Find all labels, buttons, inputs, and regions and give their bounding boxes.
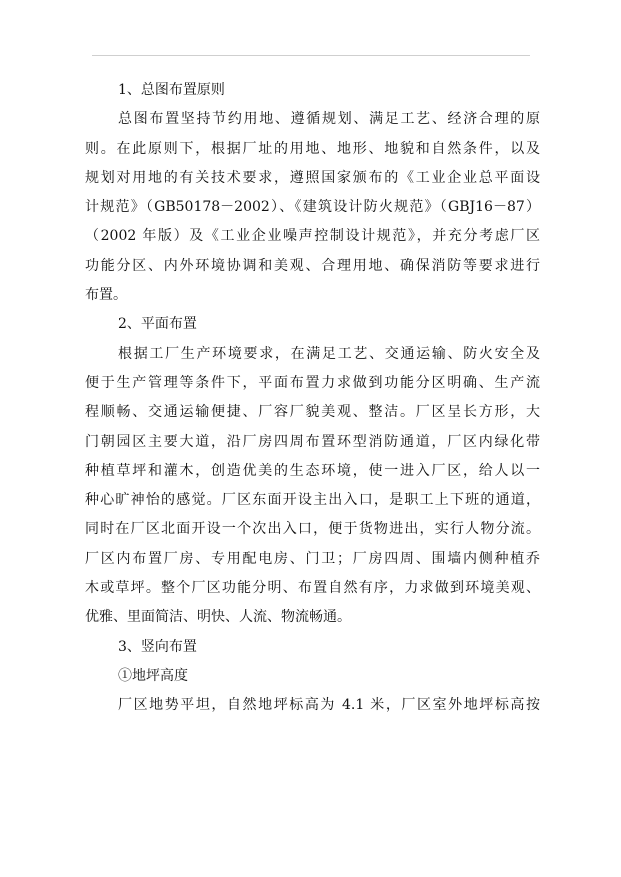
section-heading-3: 3、竖向布置	[118, 638, 197, 655]
paragraph-line: 则。在此原则下，根据厂址的用地、地形、地貌和自然条件，以及	[85, 140, 540, 157]
paragraph-line: （2002 年版）及《工业企业噪声控制设计规范》，并充分考虑厂区	[85, 228, 540, 245]
subsection-heading: ①地坪高度	[118, 667, 188, 684]
paragraph-line: 总图布置坚持节约用地、遵循规划、满足工艺、经济合理的原	[118, 111, 540, 128]
paragraph-line: 根据工厂生产环境要求，在满足工艺、交通运输、防火安全及	[118, 345, 540, 362]
paragraph-line: 门朝园区主要大道，沿厂房四周布置环型消防通道，厂区内绿化带	[85, 433, 540, 450]
paragraph-line: 厂区地势平坦，自然地坪标高为 4.1 米，厂区室外地坪标高按	[118, 697, 540, 714]
paragraph-line: 程顺畅、交通运输便捷、厂容厂貌美观、整洁。厂区呈长方形，大	[85, 404, 540, 421]
paragraph-line: 种心旷神怡的感觉。厂区东面开设主出入口，是职工上下班的通道，	[85, 492, 540, 509]
paragraph-line: 优雅、里面简洁、明快、人流、物流畅通。	[85, 609, 351, 626]
paragraph-line: 同时在厂区北面开设一个次出入口，便于货物进出，实行人物分流。	[85, 521, 540, 538]
paragraph-line: 计规范》（GB50178－2002）、《建筑设计防火规范》（GBJ16－87）	[85, 199, 540, 216]
paragraph-line: 种植草坪和灌木，创造优美的生态环境，使一进入厂区，给人以一	[85, 462, 540, 479]
paragraph-line: 功能分区、内外环境协调和美观、合理用地、确保消防等要求进行	[85, 257, 540, 274]
paragraph-line: 木或草坪。整个厂区功能分明、布置自然有序，力求做到环境美观、	[85, 580, 540, 597]
header-rule	[92, 55, 530, 56]
paragraph-line: 布置。	[85, 287, 127, 304]
paragraph-line: 规划对用地的有关技术要求，遵照国家颁布的《工业企业总平面设	[85, 169, 540, 186]
paragraph-line: 厂区内布置厂房、专用配电房、门卫；厂房四周、围墙内侧种植乔	[85, 550, 540, 567]
document-page	[85, 76, 540, 721]
section-heading-2: 2、平面布置	[118, 316, 197, 333]
paragraph-line: 便于生产管理等条件下，平面布置力求做到功能分区明确、生产流	[85, 374, 540, 391]
section-heading-1: 1、总图布置原则	[118, 82, 225, 98]
